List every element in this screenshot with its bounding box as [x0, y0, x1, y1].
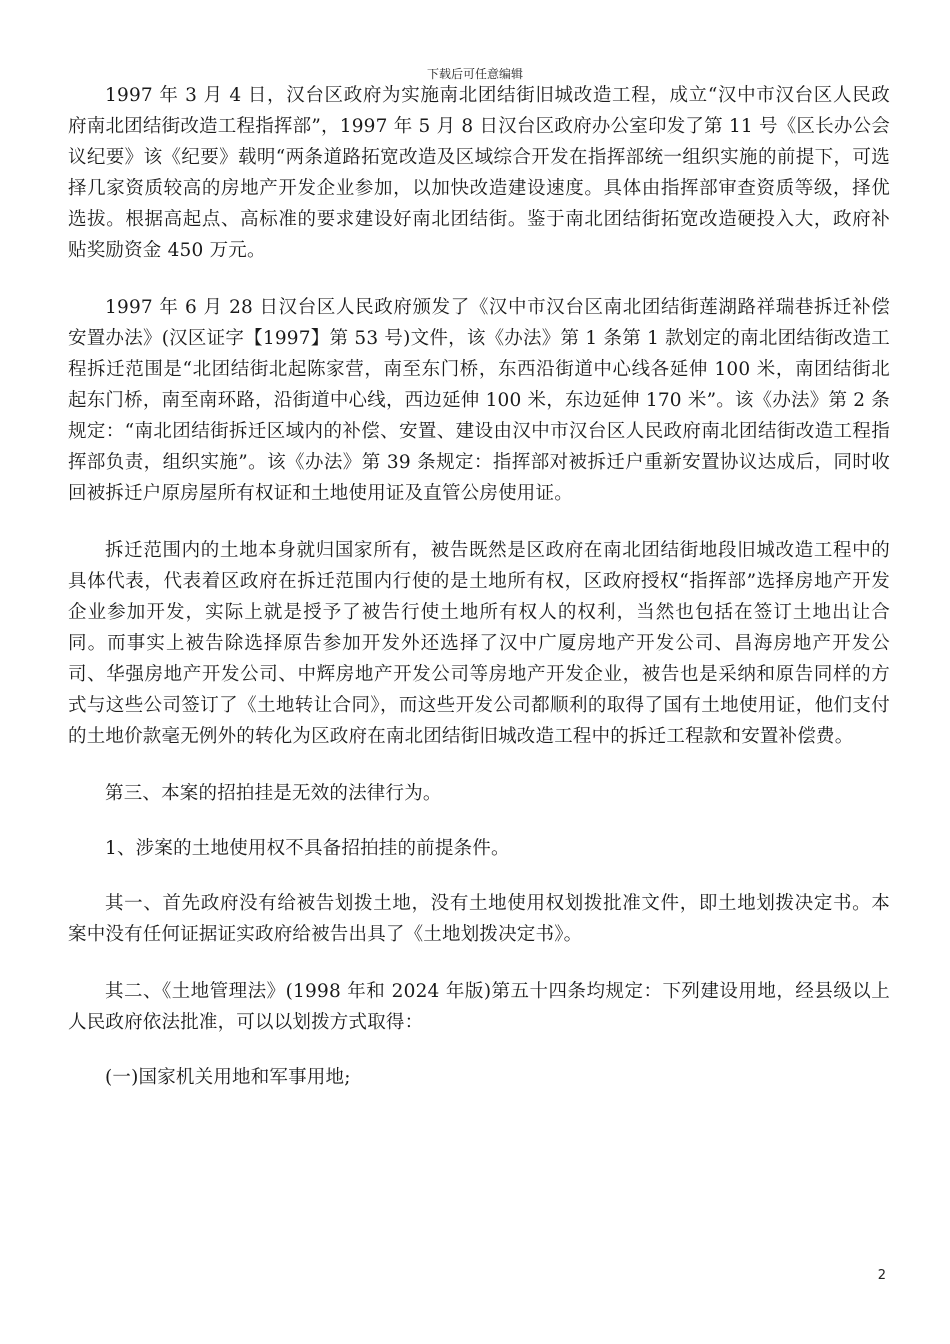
subsection-heading: 1、涉案的土地使用权不具备招拍挂的前提条件。	[105, 838, 510, 859]
document-body	[68, 80, 890, 1093]
header-note: 下载后可任意编辑	[426, 67, 523, 81]
paragraph-3: 拆迁范围内的土地本身就归国家所有，被告既然是区政府在南北团结街地段旧城改造工程中的具体代表，代表着区政府在拆迁范围内行使的是土地所有权，区政府授权“指挥部”选择房地产开发企业参加开发，实际上就是授予了被告行使土地所有权人的权利，当然也包括在签订土地出让合同。而事实上被告除选择原告参加开发外还选择了汉中广厦房地产开发公司、昌海房地产开发公司、华强房地产开发公司、中辉房地产开发公司等房地产开发企业，被告也是采纳和原告同样的方式与这些公司签订了《土地转让合同》，而这些开发公司都顺利的取得了国有土地使用证，他们支付的土地价款毫无例外的转化为区政府在南北团结街旧城改造工程中的拆迁工程款和安置补偿费。	[68, 540, 890, 747]
page-number: 2	[877, 1268, 886, 1283]
section-heading: 第三、本案的招拍挂是无效的法律行为。	[105, 783, 442, 804]
paragraph-1: 1997 年 3 月 4 日，汉台区政府为实施南北团结街旧城改造工程，成立“汉中市汉台区人民政府南北团结街改造工程指挥部”，1997 年 5 月 8 日汉台区政府办公室印发了第 11 号《区长办公会议纪要》该《纪要》载明“两条道路拓宽改造及区域综合开发在指挥部统一组织实施的前提下，可选择几家资质较高的房地产开发企业参加，以加快改造建设速度。具体由指挥部审查资质等级，择优选拔。根据高起点、高标准的要求建设好南北团结街。鉴于南北团结街拓宽改造硬投入大，政府补贴奖励资金 450 万元。	[68, 85, 890, 261]
paragraph-2: 1997 年 6 月 28 日汉台区人民政府颁发了《汉中市汉台区南北团结街莲湖路祥瑞巷拆迁补偿安置办法》(汉区证字【1997】第 53 号)文件，该《办法》第 1 条第 1 款划定的南北团结街改造工程拆迁范围是“北团结街北起陈家营，南至东门桥，东西沿街道中心线各延伸 100 米，南团结街北起东门桥，南至南环路，沿街道中心线，西边延伸 100 米，东边延伸 170 米”。该《办法》第 2 条规定：“南北团结街拆迁区域内的补偿、安置、建设由汉中市汉台区人民政府南北团结街改造工程指挥部负责，组织实施”。该《办法》第 39 条规定：指挥部对被拆迁户重新安置协议达成后，同时收回被拆迁户原房屋所有权证和土地使用证及直管公房使用证。	[68, 297, 890, 504]
paragraph-point-two: 其二、《土地管理法》(1998 年和 2024 年版)第五十四条均规定：下列建设用地，经县级以上人民政府依法批准，可以以划拨方式取得：	[68, 981, 890, 1033]
list-item-one: (一)国家机关用地和军事用地;	[105, 1067, 351, 1088]
paragraph-point-one: 其一、首先政府没有给被告划拨土地，没有土地使用权划拨批准文件，即土地划拨决定书。本案中没有任何证据证实政府给被告出具了《土地划拨决定书》。	[68, 893, 890, 945]
